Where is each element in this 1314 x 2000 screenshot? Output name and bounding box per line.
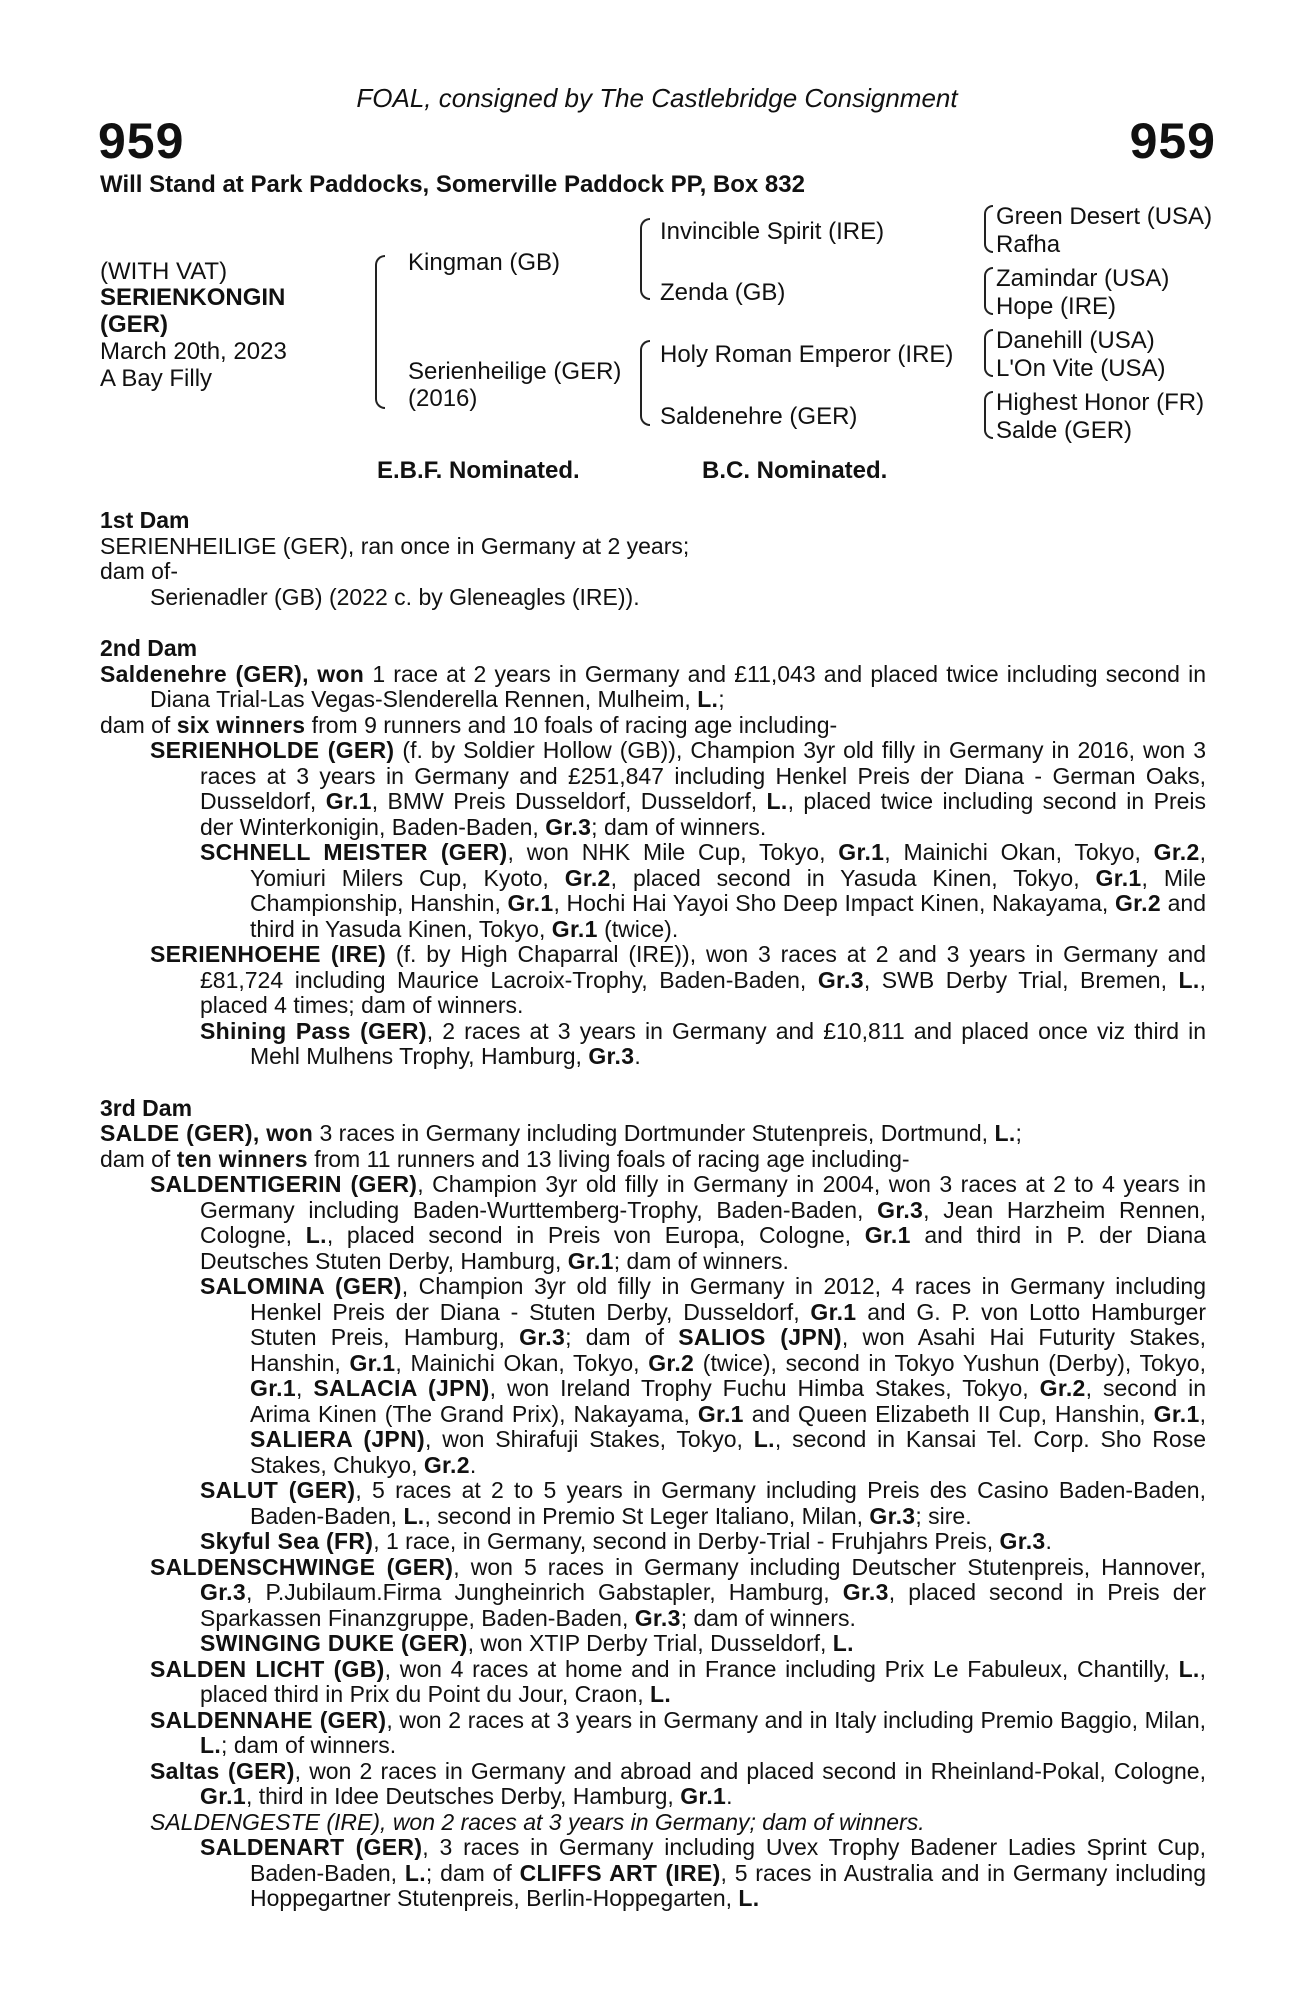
salut-entry: SALUT (GER), 5 races at 2 to 5 years in Germany including Preis des Casino Baden-Baden, Baden-Baden, L., second in Premio St Leger Italiano, Milan, Gr.3; sire. [200,1477,1206,1529]
saldennahe-entry: SALDENNAHE (GER), won 2 races at 3 years in Germany and in Italy including Premio Baggio, Milan, L.; dam of winners. [150,1706,1206,1758]
gg-5: Danehill (USA) [996,327,1155,354]
gg-8: Salde (GER) [996,417,1133,444]
salomina-entry: SALOMINA (GER), Champion 3yr old filly in Germany in 2012, 4 races in Germany including Henkel Preis der Diana - Stuten Derby, Dusseldorf, Gr.1 and G. P. von Lotto Hamburger Stuten Preis, Hamburg, Gr.3; dam of SALIOS (JPN), won Asahi Hai Futurity Stakes, Hanshin, Gr.1, Mainichi Okan, Tokyo, Gr.2 (twice), second in Tokyo Yushun (Derby), Tokyo, Gr.1, SALACIA (JPN), won Ireland Trophy Fuchu Himba Stakes, Tokyo, Gr.2, second in Arima Kinen (The Grand Prix), Nakayama, Gr.1 and Queen Elizabeth II Cup, Hanshin, Gr.1, SALIERA (JPN), won Shirafuji Stakes, Tokyo, L., second in Kansai Tel. Corp. Sho Rose Stakes, Chukyo, Gr.2. [200,1273,1207,1478]
brace-dam [640,340,650,426]
shining-pass-entry: Shining Pass (GER), 2 races at 3 years in Germany and £10,811 and placed once viz third in Mehl Mulhens Trophy, Hamburg, Gr.3. [200,1017,1207,1069]
saldengeste-entry: SALDENGESTE (IRE), won 2 races at 3 years in Germany; dam of winners. [150,1808,925,1835]
lot-number-right: 959 [1129,113,1216,169]
schnell-meister-entry: SCHNELL MEISTER (GER), won NHK Mile Cup, Tokyo, Gr.1, Mainichi Okan, Tokyo, Gr.2, Yomiuri Milers Cup, Kyoto, Gr.2, placed second in Yasuda Kinen, Tokyo, Gr.1, Mile Championship, Hanshin, Gr.1, Hochi Hai Yayoi Sho Deep Impact Kinen, Nakayama, Gr.2 and third in Yasuda Kinen, Tokyo, Gr.1 (twice). [200,839,1207,942]
horse-description: A Bay Filly [100,365,213,392]
saldentigerin-entry: SALDENTIGERIN (GER), Champion 3yr old filly in Germany in 2004, won 3 races at 2 to 4 years in Germany including Baden-Wurttemberg-Trophy, Baden-Baden, Gr.3, Jean Harzheim Rennen, Cologne, L., placed second in Preis von Europa, Cologne, Gr.1 and third in P. der Diana Deutsches Stuten Derby, Hamburg, Gr.1; dam of winners. [150,1171,1206,1274]
horse-name: SERIENKONGIN [100,284,286,311]
gg-1: Green Desert (USA) [996,203,1213,230]
sire: Kingman (GB) [408,249,561,276]
saldenehre-entry: Saldenehre (GER), won 1 race at 2 years in Germany and £11,043 and placed twice including second in Diana Trial-Las Vegas-Slenderella Rennen, Mulheim, L.; [100,660,1206,712]
gg-6: L'On Vite (USA) [996,355,1166,382]
brace-g78 [984,391,993,439]
dam-sire: Holy Roman Emperor (IRE) [660,341,954,368]
dam: Serienheilige (GER) [408,358,622,385]
saldenart-entry: SALDENART (GER), 3 races in Germany including Uvex Trophy Badener Ladies Sprint Cup, Baden-Baden, L.; dam of CLIFFS ART (IRE), 5 races in Australia and in Germany including Hoppegartner Stutenpreis, Berlin-Hoppegarten, L. [200,1834,1207,1911]
gg-7: Highest Honor (FR) [996,389,1205,416]
brace-g12 [984,205,993,253]
first-dam-line: SERIENHEILIGE (GER), ran once in Germany at 2 years; [100,532,690,559]
serienholde-entry: SERIENHOLDE (GER) (f. by Soldier Hollow (GB)), Champion 3yr old filly in Germany in 2016, won 3 races at 3 years in Germany and £251,847 including Henkel Preis der Diana - German Oaks, Dusseldorf, Gr.1, BMW Preis Dusseldorf, Dusseldorf, L., placed twice including second in Preis der Winterkonigin, Baden-Baden, Gr.3; dam of winners. [150,737,1207,840]
salde-entry: SALDE (GER), won 3 races in Germany including Dortmunder Stutenpreis, Dortmund, L.; [100,1120,1022,1146]
saltas-entry: Saltas (GER), won 2 races in Germany and abroad and placed second in Rheinland-Pokal, Cologne, Gr.1, third in Idee Deutsches Derby, Hamburg, Gr.1. [150,1757,1206,1809]
dam-dam: Saldenehre (GER) [660,403,858,430]
salden-licht-entry: SALDEN LICHT (GB), won 4 races at home and in France including Prix Le Fabuleux, Chantilly, L., placed third in Prix du Point du Jour, Craon, L. [150,1655,1207,1707]
serienhoehe-entry: SERIENHOEHE (IRE) (f. by High Chaparral (IRE)), won 3 races at 2 and 3 years in Germany and £81,724 including Maurice Lacroix-Trophy, Baden-Baden, Gr.3, SWB Derby Trial, Bremen, L., placed 4 times; dam of winners. [150,941,1206,1018]
bc-nominated: B.C. Nominated. [702,457,888,484]
saldenschwinge-entry: SALDENSCHWINGE (GER), won 5 races in Germany including Deutscher Stutenpreis, Hannover, Gr.3, P.Jubilaum.Firma Jungheinrich Gabstapler, Hamburg, Gr.3, placed second in Preis der Sparkassen Finanzgruppe, Baden-Baden, Gr.3; dam of winners. [150,1553,1207,1631]
first-dam-produce: Serienadler (GB) (2022 c. by Gleneagles (IRE)). [150,583,640,610]
second-dam-dam-of: dam of six winners from 9 runners and 10 foals of racing age including- [100,711,838,738]
brace-g56 [984,329,993,377]
swinging-duke-entry: SWINGING DUKE (GER), won XTIP Derby Trial, Dusseldorf, L. [200,1630,854,1656]
brace-main [375,255,385,409]
first-dam-heading: 1st Dam [100,507,190,533]
first-dam-dam-of: dam of- [100,558,178,584]
gg-2: Rafha [996,231,1061,258]
gg-3: Zamindar (USA) [996,265,1170,292]
gg-4: Hope (IRE) [996,293,1117,320]
ebf-nominated: E.B.F. Nominated. [377,457,580,484]
third-dam-dam-of: dam of ten winners from 11 runners and 13 living foals of racing age including- [100,1145,910,1172]
catalogue-body [100,508,1206,1912]
skyful-sea-entry: Skyful Sea (FR), 1 race, in Germany, second in Derby-Trial - Fruhjahrs Preis, Gr.3. [200,1528,1052,1554]
dam-year: (2016) [408,385,478,412]
vat-label: (WITH VAT) [100,258,228,285]
lot-number-left: 959 [98,113,185,169]
brace-sire [640,218,650,300]
second-dam-heading: 2nd Dam [100,635,198,661]
foaled-date: March 20th, 2023 [100,338,287,365]
brace-g34 [984,267,993,315]
third-dam-heading: 3rd Dam [100,1094,193,1121]
horse-country: (GER) [100,311,168,338]
stand-location: Will Stand at Park Paddocks, Somerville Paddock PP, Box 832 [100,171,805,198]
sire-sire: Invincible Spirit (IRE) [660,218,885,245]
consignor-line: FOAL, consigned by The Castlebridge Consignment [356,83,958,113]
sire-dam: Zenda (GB) [660,279,786,306]
